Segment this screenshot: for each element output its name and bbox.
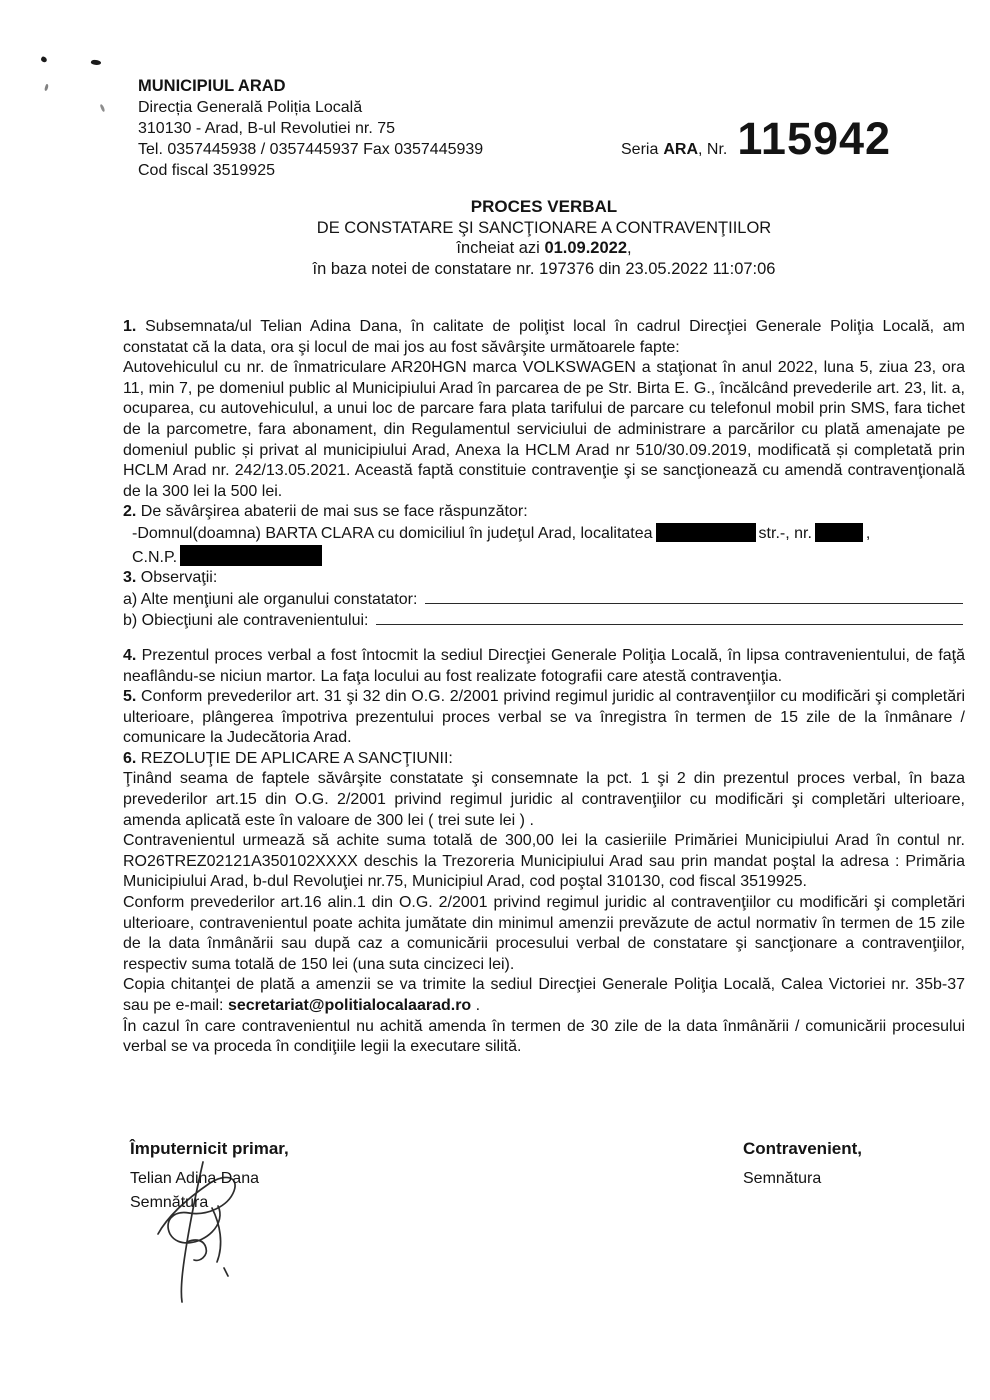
section3-heading (123, 568, 965, 589)
org-address: 310130 - Arad, B-ul Revolutiei nr. 75 (138, 120, 396, 137)
offender-title: Contravenient, (743, 1139, 863, 1158)
title-line2: DE CONSTATARE ŞI SANCŢIONARE A CONTRAVENŢIILOR (316, 218, 772, 237)
offender-line-comma: , (865, 524, 871, 542)
observations-b-row (123, 610, 965, 632)
section5-number: 5. (123, 688, 137, 706)
org-header (138, 76, 483, 181)
title-line4: în baza notei de constatare nr. 197376 din 23.05.2022 11:07:06 (312, 259, 776, 278)
org-fiscal-code: Cod fiscal 3519925 (138, 162, 275, 179)
observations-a-label: a) Alte menţiuni ale organului constatator: (123, 590, 418, 608)
title-date-prefix: încheiat azi (456, 239, 545, 257)
scan-artifact (44, 84, 49, 92)
scan-artifact (91, 59, 102, 66)
section4-text: Prezentul proces verbal a fost întocmit la sediul Direcţiei Generale Poliţia Locală, în lipsa contravenientului, de faţă neaflându-se niciun martor. La faţa locului au fost realizate fotografii care atestă contravenţia. (123, 646, 965, 685)
section1-intro (123, 317, 965, 358)
redaction-cnp (180, 545, 322, 566)
title-date-suffix: , (627, 239, 632, 257)
email-address: secretariat@politialocalaarad.ro (227, 997, 472, 1014)
section1-intro-text: Subsemnata/ul Telian Adina Dana, în calitate de poliţist local în cadrul Direcţiei Generale Poliţia Locală, am constatat că la data, ora şi locul de mai jos au fost săvârşite următoarele fapte: (123, 318, 965, 356)
section6-paragraph5: În cazul în care contravenientul nu achită amenda în termen de 30 zile de la data înmânării / comunicării procesului verbal se va proceda în condiţiile legii la executare silită. (123, 1017, 965, 1056)
org-department: Direcția Generală Poliția Locală (138, 99, 363, 116)
number-label: , Nr. (698, 141, 728, 158)
receipt-copy-text: Copia chitanţei de plată a amenzii se va trimite la sediul Direcţiei Generale Poliţia Locală, Calea Victoriei nr. 35b-37 sau pe e-mail: (123, 976, 965, 1014)
officer-signature-label: Semnătura (130, 1194, 209, 1211)
title-line3 (123, 238, 965, 259)
section2-intro-text: De săvârşirea abaterii de mai sus se face răspunzător: (136, 503, 528, 521)
email-suffix: . (471, 997, 481, 1014)
section1-body: Autovehiculul cu nr. de înmatriculare AR20HGN marca VOLKSWAGEN a staţionat în anul 2022, luna 5, ziua 23, ora 11, min 7, pe domeniul public al Municipiului Arad în parcarea de pe Str. Birta E. G., încălcând prevederile art. 23, lit. a, ocuparea, cu autovehiculul, a unui loc de parcare fara plata tarifului de parcare cu telefonul mobil prin SMS, fara tichet de la parcometre, fara abonament, din Regulamentul serviciului de administrare a parcărilor cu plată amenajate pe domeniul public și privat al municipiului Arad, Anexa la HCLM Arad nr 510/30.09.2019, modificată și completată prin HCLM Arad nr. 242/13.05.2021. Această faptă constituie contravenţie şi se sancţionează cu amendă contravenţională de la 300 lei la 500 lei. (123, 359, 965, 500)
offender-signature-block (743, 1138, 862, 1189)
officer-signature-block (130, 1138, 289, 1213)
org-phone: Tel. 0357445938 / 0357445937 Fax 0357445939 (138, 141, 484, 158)
series-value: ARA (663, 141, 699, 158)
series-number (621, 113, 892, 164)
section4-number: 4. (123, 646, 137, 664)
title-date: 01.09.2022 (544, 239, 628, 257)
offender-street-text: str.-, nr. (758, 524, 812, 542)
officer-title: Împuternicit primar, (130, 1139, 289, 1158)
section6-paragraph4 (123, 975, 965, 1016)
title-line1: PROCES VERBAL (470, 197, 618, 216)
section3-title-text: Observaţii: (136, 569, 218, 587)
series-label: Seria (621, 141, 659, 158)
section4-paragraph (123, 646, 965, 687)
section6-title-text: REZOLUŢIE DE APLICARE A SANCŢIUNII: (136, 749, 453, 767)
offender-identity-line (123, 523, 965, 568)
org-name: MUNICIPIUL ARAD (138, 77, 286, 95)
offender-signature-label: Semnătura (743, 1170, 822, 1187)
offender-name-text: -Domnul(doamna) BARTA CLARA cu domiciliul în judeţul Arad, localitatea (132, 524, 653, 542)
redaction-street-number (815, 523, 863, 542)
section5-text: Conform prevederilor art. 31 şi 32 din O.G. 2/2001 privind regimul juridic al contravenţiilor cu modificări şi completări ulterioare, plângerea împotriva prezentului proces verbal se va înregistra în termen de 15 zile de la înmânare / comunicare la Judecătoria Arad. (123, 688, 965, 747)
observations-b-label: b) Obiecţiuni ale contravenientului: (123, 612, 369, 630)
section6-paragraph3: Conform prevederilor art.16 alin.1 din O.G. 2/2001 privind regimul juridic al contravenţiilor cu modificări şi completări ulterioare, contravenientul poate achita jumătate din minimul amenzii prevăzute de actul normativ în termen de 15 zile de la data înmânării sau după caz a comunicării procesului verbal de constatare şi sancţionare a contravenţiilor, respectiv suma totală de 150 lei (una suta cincizeci lei). (123, 894, 965, 973)
redaction-locality (656, 523, 756, 542)
document-title-block (123, 197, 965, 279)
scan-artifact (100, 104, 106, 113)
cnp-label: C.N.P. (132, 548, 178, 566)
section6-paragraph2: Contravenientul urmează să achite suma totală de 300,00 lei la casieriile Primăriei Municipiului Arad în contul nr. RO26TREZ02121A350102XXXX deschis la Trezoreria Municipiului Arad sau prin mandat poştal la adresa : Primăria Municipiului Arad, b-dul Revoluţiei nr.75, Municipiul Arad, cod poştal 310130, cod fiscal 3519925. (123, 832, 965, 891)
document-number: 115942 (737, 113, 892, 164)
section6-heading (123, 749, 965, 770)
blank-line (376, 610, 963, 625)
section5-paragraph (123, 687, 965, 749)
blank-line (425, 589, 963, 604)
section1-number: 1. (123, 318, 137, 335)
observations-a-row (123, 589, 965, 611)
section6-paragraph1: Ţinând seama de faptele săvârşite constatate şi consemnate la pct. 1 şi 2 din prezentul proces verbal, în baza prevederilor art.15 din O.G. 2/2001 privind regimul juridic al contravenţiilor cu modificări şi completări ulterioare, amenda aplicată este în valoare de 300 lei ( trei sute lei ) . (123, 770, 965, 829)
section3-number: 3. (123, 569, 137, 587)
section2-intro (123, 502, 965, 523)
document-body (123, 317, 965, 1058)
section6-number: 6. (123, 749, 137, 767)
scan-artifact (40, 56, 48, 63)
officer-name: Telian Adina Dana (130, 1170, 259, 1187)
section2-number: 2. (123, 503, 137, 521)
